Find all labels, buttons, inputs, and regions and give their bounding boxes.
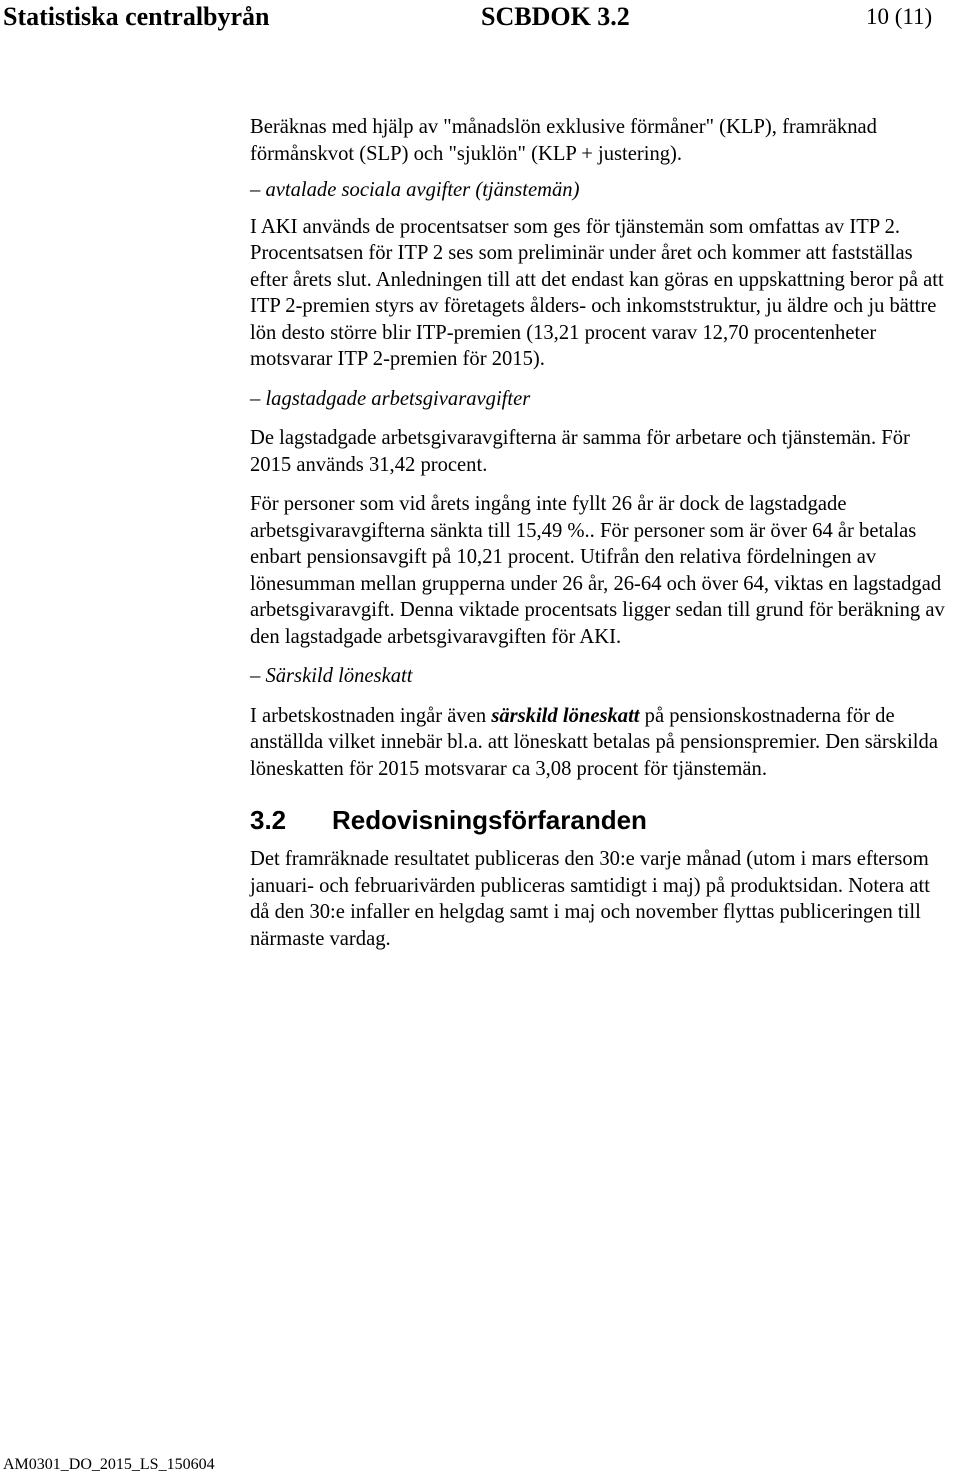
page-footer-code: AM0301_DO_2015_LS_150604 <box>3 1456 215 1473</box>
paragraph-itp2: I AKI används de procentsatser som ges för tjänstemän som omfattas av ITP 2. Procentsatsen för ITP 2 ses som preliminär under året och kommer att fastställas efter årets slut. Anledningen till att det endast kan göras en uppskattning beror på att ITP 2-premien styrs av företagets ålders- och inkomststruktur, ju äldre och ju bättre lön desto större blir ITP-premien (13,21 procent varav 12,70 procentenheter motsvarar ITP 2-premien för 2015). <box>250 215 944 370</box>
loneskatt-text-a: I arbetskostnaden ingår även <box>250 704 492 727</box>
subheading-avtalade-sociala-avgifter: – avtalade sociala avgifter (tjänstemän) <box>250 179 580 201</box>
loneskatt-emphasis: särskild löneskatt <box>491 704 640 727</box>
section-number: 3.2 <box>250 805 287 835</box>
header-page-number: 10 (11) <box>866 4 933 29</box>
paragraph-klp: Beräknas med hjälp av "månadslön exklusive förmåner" (KLP), framräknad förmånskvot (SLP) och "sjuklön" (KLP + justering). <box>250 116 877 165</box>
subheading-lagstadgade-arbetsgivaravgifter: – lagstadgade arbetsgivaravgifter <box>250 387 531 410</box>
header-document-id: SCBDOK 3.2 <box>481 2 630 31</box>
page-header <box>0 0 960 44</box>
paragraph-sankta-avgifter: För personer som vid årets ingång inte fyllt 26 år är dock de lagstadgade arbetsgivaravgifterna sänkta till 15,49 %.. För personer som är över 64 år betalas enbart pensionsavgift på 10,21 procent. Utifrån den relativa fördelningen av lönesumman mellan grupperna under 26 år, 26-64 och över 64, viktas en lagstadgad arbetsgivaravgift. Denna viktade procentsats ligger sedan till grund för beräkning av den lagstadgade arbetsgivaravgiften för AKI. <box>250 493 945 648</box>
document-body <box>250 114 950 952</box>
paragraph-loneskatt <box>250 703 950 783</box>
header-organization: Statistiska centralbyrån <box>3 2 270 31</box>
section-heading <box>250 804 950 836</box>
section-title: Redovisningsförfaranden <box>332 805 647 835</box>
subheading-sarskild-loneskatt: – Särskild löneskatt <box>250 665 413 687</box>
paragraph-lagstadgade: De lagstadgade arbetsgivaravgifterna är samma för arbetare och tjänstemän. För 2015 används 31,42 procent. <box>250 427 910 476</box>
loneskatt-text-c: på pensionskostnaderna för de anställda vilket innebär bl.a. att löneskatt betalas på pensionspremier. Den särskilda löneskatten för 2015 motsvarar ca 3,08 procent för tjänstemän. <box>250 704 938 780</box>
paragraph-publicering: Det framräknade resultatet publiceras den 30:e varje månad (utom i mars eftersom januari- och februarivärden publiceras samtidigt i maj) på produktsidan. Notera att då den 30:e infaller en helgdag samt i maj och november flyttas publiceringen till närmaste vardag. <box>250 848 930 950</box>
